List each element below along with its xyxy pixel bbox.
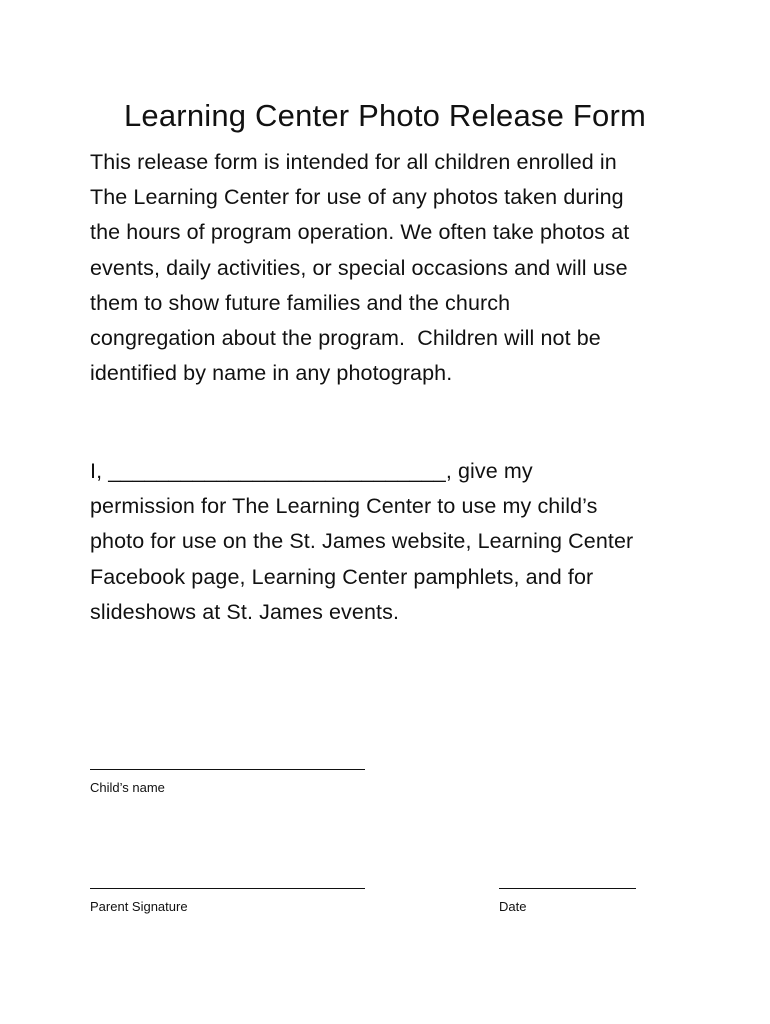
permission-line: slideshows at St. James events. xyxy=(90,599,400,624)
parent-signature-line[interactable] xyxy=(90,888,365,889)
childs-name-line[interactable] xyxy=(90,769,365,770)
intro-line: events, daily activities, or special occasions and will use xyxy=(90,255,628,280)
permission-line: photo for use on the St. James website, Learning Center xyxy=(90,529,634,554)
intro-line: the hours of program operation. We often take photos at xyxy=(90,220,630,245)
childs-name-label: Child’s name xyxy=(90,780,165,795)
intro-line: them to show future families and the church xyxy=(90,290,511,315)
permission-line: permission for The Learning Center to use my child’s xyxy=(90,494,598,519)
date-line[interactable] xyxy=(499,888,636,889)
intro-line: The Learning Center for use of any photos taken during xyxy=(90,185,624,210)
parent-signature-label: Parent Signature xyxy=(90,899,188,914)
intro-paragraph xyxy=(90,145,690,391)
intro-line: identified by name in any photograph. xyxy=(90,361,453,386)
intro-line: This release form is intended for all children enrolled in xyxy=(90,150,617,174)
document-title: Learning Center Photo Release Form xyxy=(123,98,647,133)
permission-line: I, ____________________________, give my xyxy=(90,459,533,483)
intro-line: congregation about the program. Children will not be xyxy=(90,326,601,351)
permission-paragraph xyxy=(90,454,690,630)
date-label: Date xyxy=(499,899,527,914)
permission-line: Facebook page, Learning Center pamphlets, and for xyxy=(90,564,594,589)
